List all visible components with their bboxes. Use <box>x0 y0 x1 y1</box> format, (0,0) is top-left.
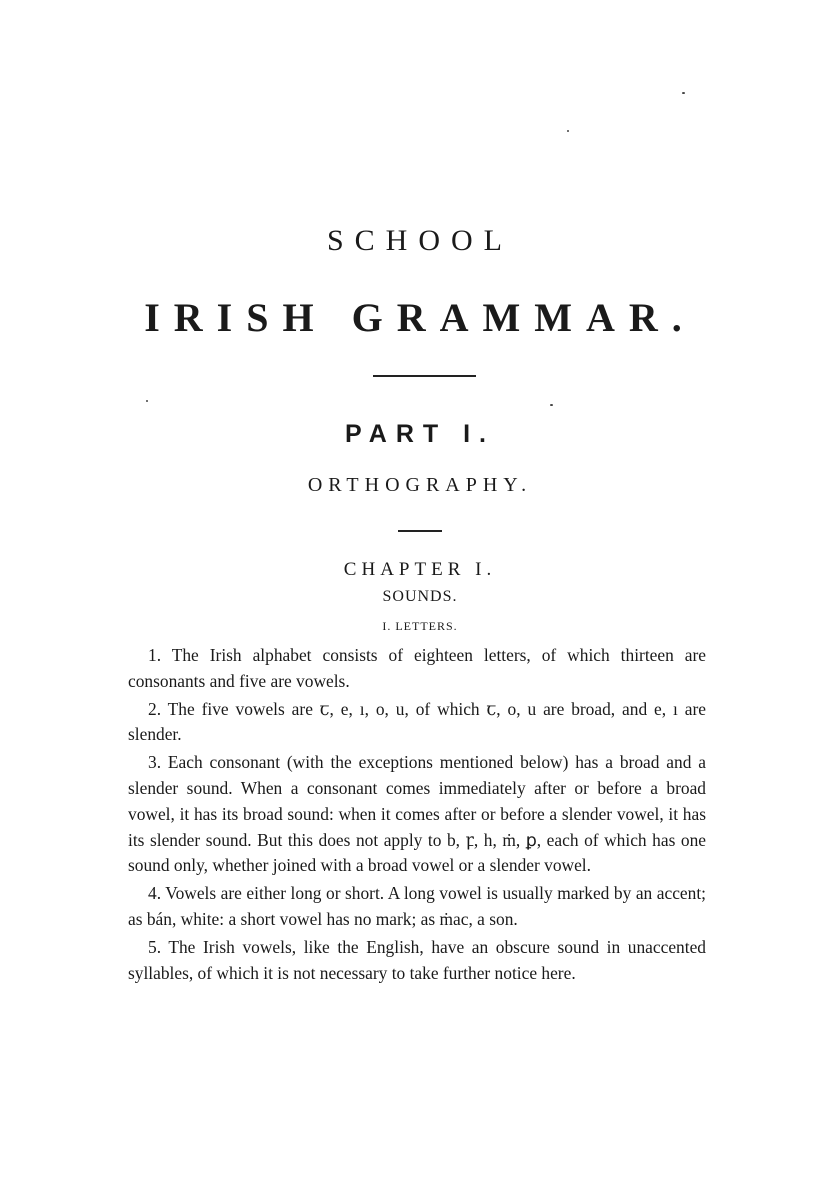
print-speck <box>682 92 685 94</box>
paragraph: 2. The five vowels are ꞇ, e, ı, o, u, of which ꞇ, o, u are broad, and e, ı are slender. <box>128 698 706 745</box>
chapter-heading: CHAPTER I. <box>343 559 497 580</box>
subheading: SOUNDS. <box>382 588 458 605</box>
paragraph: 4. Vowels are either long or short. A long vowel is usually marked by an accent; as bán, white: a short vowel has no mark; as ṁac, a son. <box>128 883 706 929</box>
section-heading: ORTHOGRAPHY. <box>307 474 533 496</box>
print-speck <box>550 404 553 406</box>
part-heading: PART I. <box>344 420 496 448</box>
print-speck <box>146 400 148 402</box>
paragraph: 3. Each consonant (with the exceptions mentioned below) has a broad and a slender sound. When a consonant comes immediately after or before a broad vowel, it has its broad sound: when it comes after or before a slender vowel, it has its slender sound. But this does not apply to b, ꝼ, h, ṁ, ꝑ, each of which has one sound only, whether joined with a broad vowel or a slender vowel. <box>128 752 706 876</box>
paragraph: 1. The Irish alphabet consists of eighteen letters, of which thirteen are consonants and five are vowels. <box>128 645 706 691</box>
body-text <box>128 643 706 986</box>
title-main: IRISH GRAMMAR. <box>144 295 696 340</box>
divider-rule <box>373 375 476 377</box>
print-speck <box>567 130 569 132</box>
subsection-heading: I. LETTERS. <box>382 619 458 633</box>
paragraph: 5. The Irish vowels, like the English, have an obscure sound in unaccented syllables, of which it is not necessary to take further notice here. <box>128 936 706 983</box>
divider-rule <box>398 530 442 532</box>
title-school: SCHOOL <box>326 224 513 257</box>
